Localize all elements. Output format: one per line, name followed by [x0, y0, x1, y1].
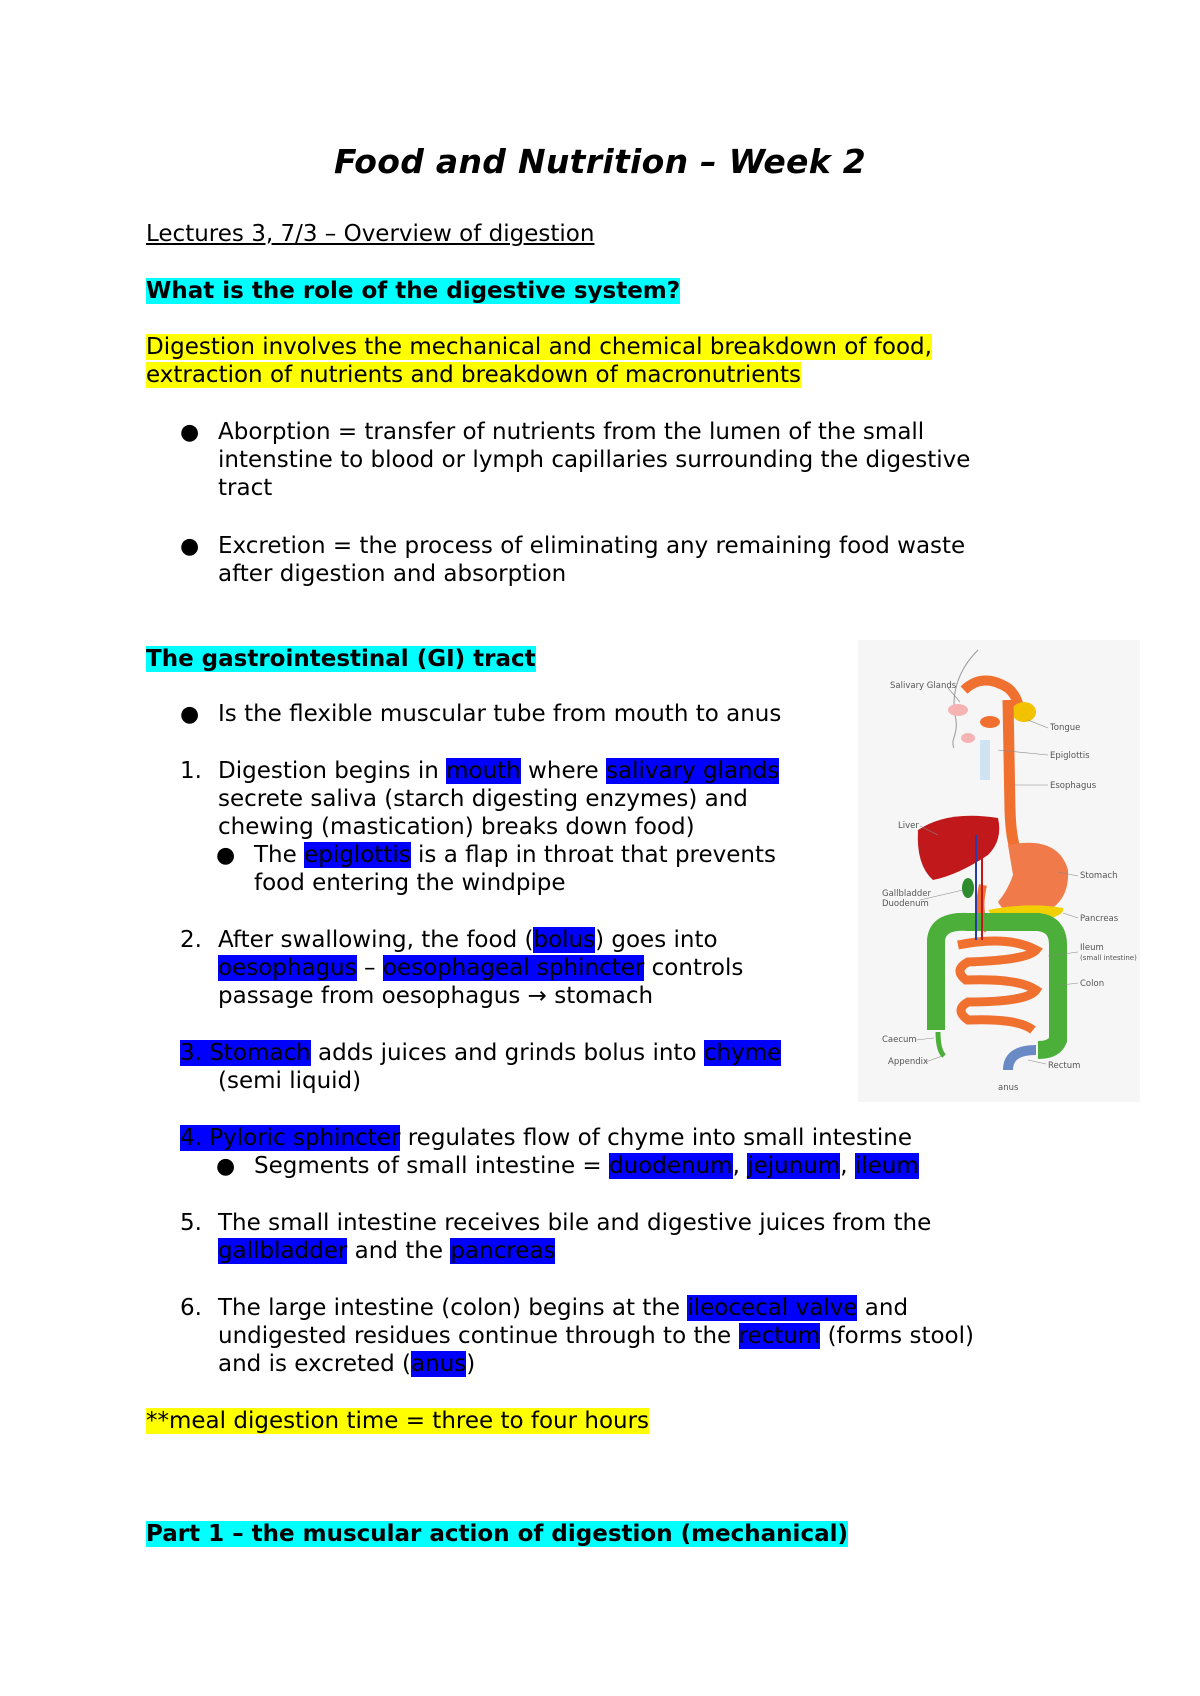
gallbladder-shape — [962, 878, 974, 898]
step2-line-2: oesophagus – oesophageal sphincter controls — [218, 955, 744, 981]
label-ileum-sub: (small intestine) — [1080, 954, 1137, 962]
lecture-subtitle: Lectures 3, 7/3 – Overview of digestion — [146, 221, 595, 247]
step4-sub-line: Segments of small intestine = duodenum, jejunum, ileum — [254, 1153, 919, 1179]
highlight-oesophagus: oesophagus — [218, 955, 357, 981]
highlight-gallbladder: gallbladder — [218, 1238, 348, 1264]
step-number: 6. — [180, 1295, 202, 1321]
trachea-shape — [980, 740, 990, 780]
bullet-dot: ● — [180, 702, 200, 727]
step2-line-1: After swallowing, the food (bolus) goes into — [218, 927, 718, 953]
highlight-jejunum: jejunum — [747, 1153, 841, 1179]
step-number: 1. — [180, 758, 202, 784]
rectum-shape — [1008, 1050, 1036, 1070]
step6-line-3: and is excreted (anus) — [218, 1351, 476, 1377]
highlight-chyme: chyme — [703, 1040, 782, 1066]
label-caecum: Caecum — [882, 1035, 917, 1045]
step3-line-1: 3. Stomach adds juices and grinds bolus into chyme — [180, 1040, 782, 1066]
step5-line-1: The small intestine receives bile and digestive juices from the — [218, 1210, 932, 1236]
step3-line-2: (semi liquid) — [218, 1068, 362, 1094]
stomach-shape — [998, 843, 1068, 916]
excretion-line-2: after digestion and absorption — [218, 561, 567, 587]
absorption-line-3: tract — [218, 475, 273, 501]
step1-line-1: Digestion begins in mouth where salivary glands — [218, 758, 780, 784]
absorption-line-2: intenstine to blood or lymph capillaries surrounding the digestive — [218, 447, 971, 473]
section2-heading: The gastrointestinal (GI) tract — [146, 646, 536, 672]
label-anus: anus — [998, 1083, 1019, 1093]
highlight-rectum: rectum — [738, 1323, 821, 1349]
label-stomach: Stomach — [1080, 871, 1118, 881]
definition-line-2: extraction of nutrients and breakdown of macronutrients — [146, 362, 801, 388]
label-gallbladder: Gallbladder — [882, 889, 931, 899]
tongue-shape — [1012, 702, 1036, 722]
page-title: Food and Nutrition – Week 2 — [333, 142, 867, 181]
label-tongue: Tongue — [1050, 723, 1081, 733]
salivary-gland-shape — [961, 733, 975, 743]
step1-sub-line-2: food entering the windpipe — [254, 870, 566, 896]
bullet-dot: ● — [180, 420, 200, 445]
step-number: 5. — [180, 1210, 202, 1236]
step5-line-2: gallbladder and the pancreas — [218, 1238, 556, 1264]
highlight-anus: anus — [411, 1351, 467, 1377]
label-colon: Colon — [1080, 979, 1105, 989]
digestive-system-diagram — [858, 640, 1140, 1102]
label-duodenum: Duodenum — [882, 899, 929, 909]
highlight-pyloric-sphincter: Pyloric sphincter — [209, 1125, 401, 1151]
gi-tract-bullet: Is the flexible muscular tube from mouth to anus — [218, 701, 782, 727]
label-rectum: Rectum — [1048, 1061, 1081, 1071]
definition-line-1: Digestion involves the mechanical and chemical breakdown of food, — [146, 334, 932, 360]
step2-line-3: passage from oesophagus → stomach — [218, 983, 654, 1009]
highlight-mouth: mouth — [446, 758, 521, 784]
highlight-oesophageal-sphincter: oesophageal sphincter — [382, 955, 645, 981]
excretion-line-1: Excretion = the process of eliminating any remaining food waste — [218, 533, 966, 559]
label-ileum: Ileum — [1080, 943, 1104, 953]
small-intestine-shape — [958, 941, 1036, 1030]
salivary-gland-shape — [948, 704, 968, 716]
tongue-shape — [980, 716, 1000, 728]
head-outline — [953, 650, 978, 748]
section3-heading: Part 1 – the muscular action of digestion (mechanical) — [146, 1521, 848, 1547]
highlight-bolus: bolus — [533, 927, 596, 953]
highlight-stomach: Stomach — [209, 1040, 311, 1066]
appendix-shape — [938, 1032, 944, 1056]
esophagus-shape — [1008, 700, 1016, 850]
label-epiglottis: Epiglottis — [1050, 751, 1090, 761]
label-appendix: Appendix — [888, 1057, 929, 1067]
bullet-dot: ● — [216, 1154, 236, 1179]
step4-line-1: 4. Pyloric sphincter regulates flow of chyme into small intestine — [180, 1125, 913, 1151]
step1-sub-line-1: The epiglottis is a flap in throat that prevents — [254, 842, 776, 868]
bullet-dot: ● — [180, 534, 200, 559]
label-esophagus: Esophagus — [1050, 781, 1097, 791]
label-pancreas: Pancreas — [1080, 914, 1119, 924]
highlight-duodenum: duodenum — [609, 1153, 733, 1179]
highlight-epiglottis: epiglottis — [304, 842, 411, 868]
bullet-dot: ● — [216, 843, 236, 868]
meal-time-note: **meal digestion time = three to four hours — [146, 1408, 650, 1434]
step1-line-2: secrete saliva (starch digesting enzymes) and — [218, 786, 748, 812]
highlight-pancreas: pancreas — [450, 1238, 556, 1264]
step-number: 2. — [180, 927, 202, 953]
absorption-line-1: Aborption = transfer of nutrients from the lumen of the small — [218, 419, 925, 445]
highlight-salivary-glands: salivary glands — [606, 758, 780, 784]
liver-shape — [918, 816, 999, 880]
step6-line-1: The large intestine (colon) begins at the ileocecal valve and — [218, 1295, 909, 1321]
section1-heading: What is the role of the digestive system? — [146, 278, 681, 304]
highlight-ileum: ileum — [854, 1153, 919, 1179]
highlight-step-number: 3. — [180, 1040, 202, 1066]
step6-line-2: undigested residues continue through to the rectum (forms stool) — [218, 1323, 974, 1349]
highlight-step-number: 4. — [180, 1125, 202, 1151]
step1-line-3: chewing (mastication) breaks down food) — [218, 814, 695, 840]
label-salivary-glands: Salivary Glands — [890, 681, 957, 691]
highlight-ileocecal-valve: ileocecal valve — [687, 1295, 858, 1321]
label-liver: Liver — [898, 821, 919, 831]
